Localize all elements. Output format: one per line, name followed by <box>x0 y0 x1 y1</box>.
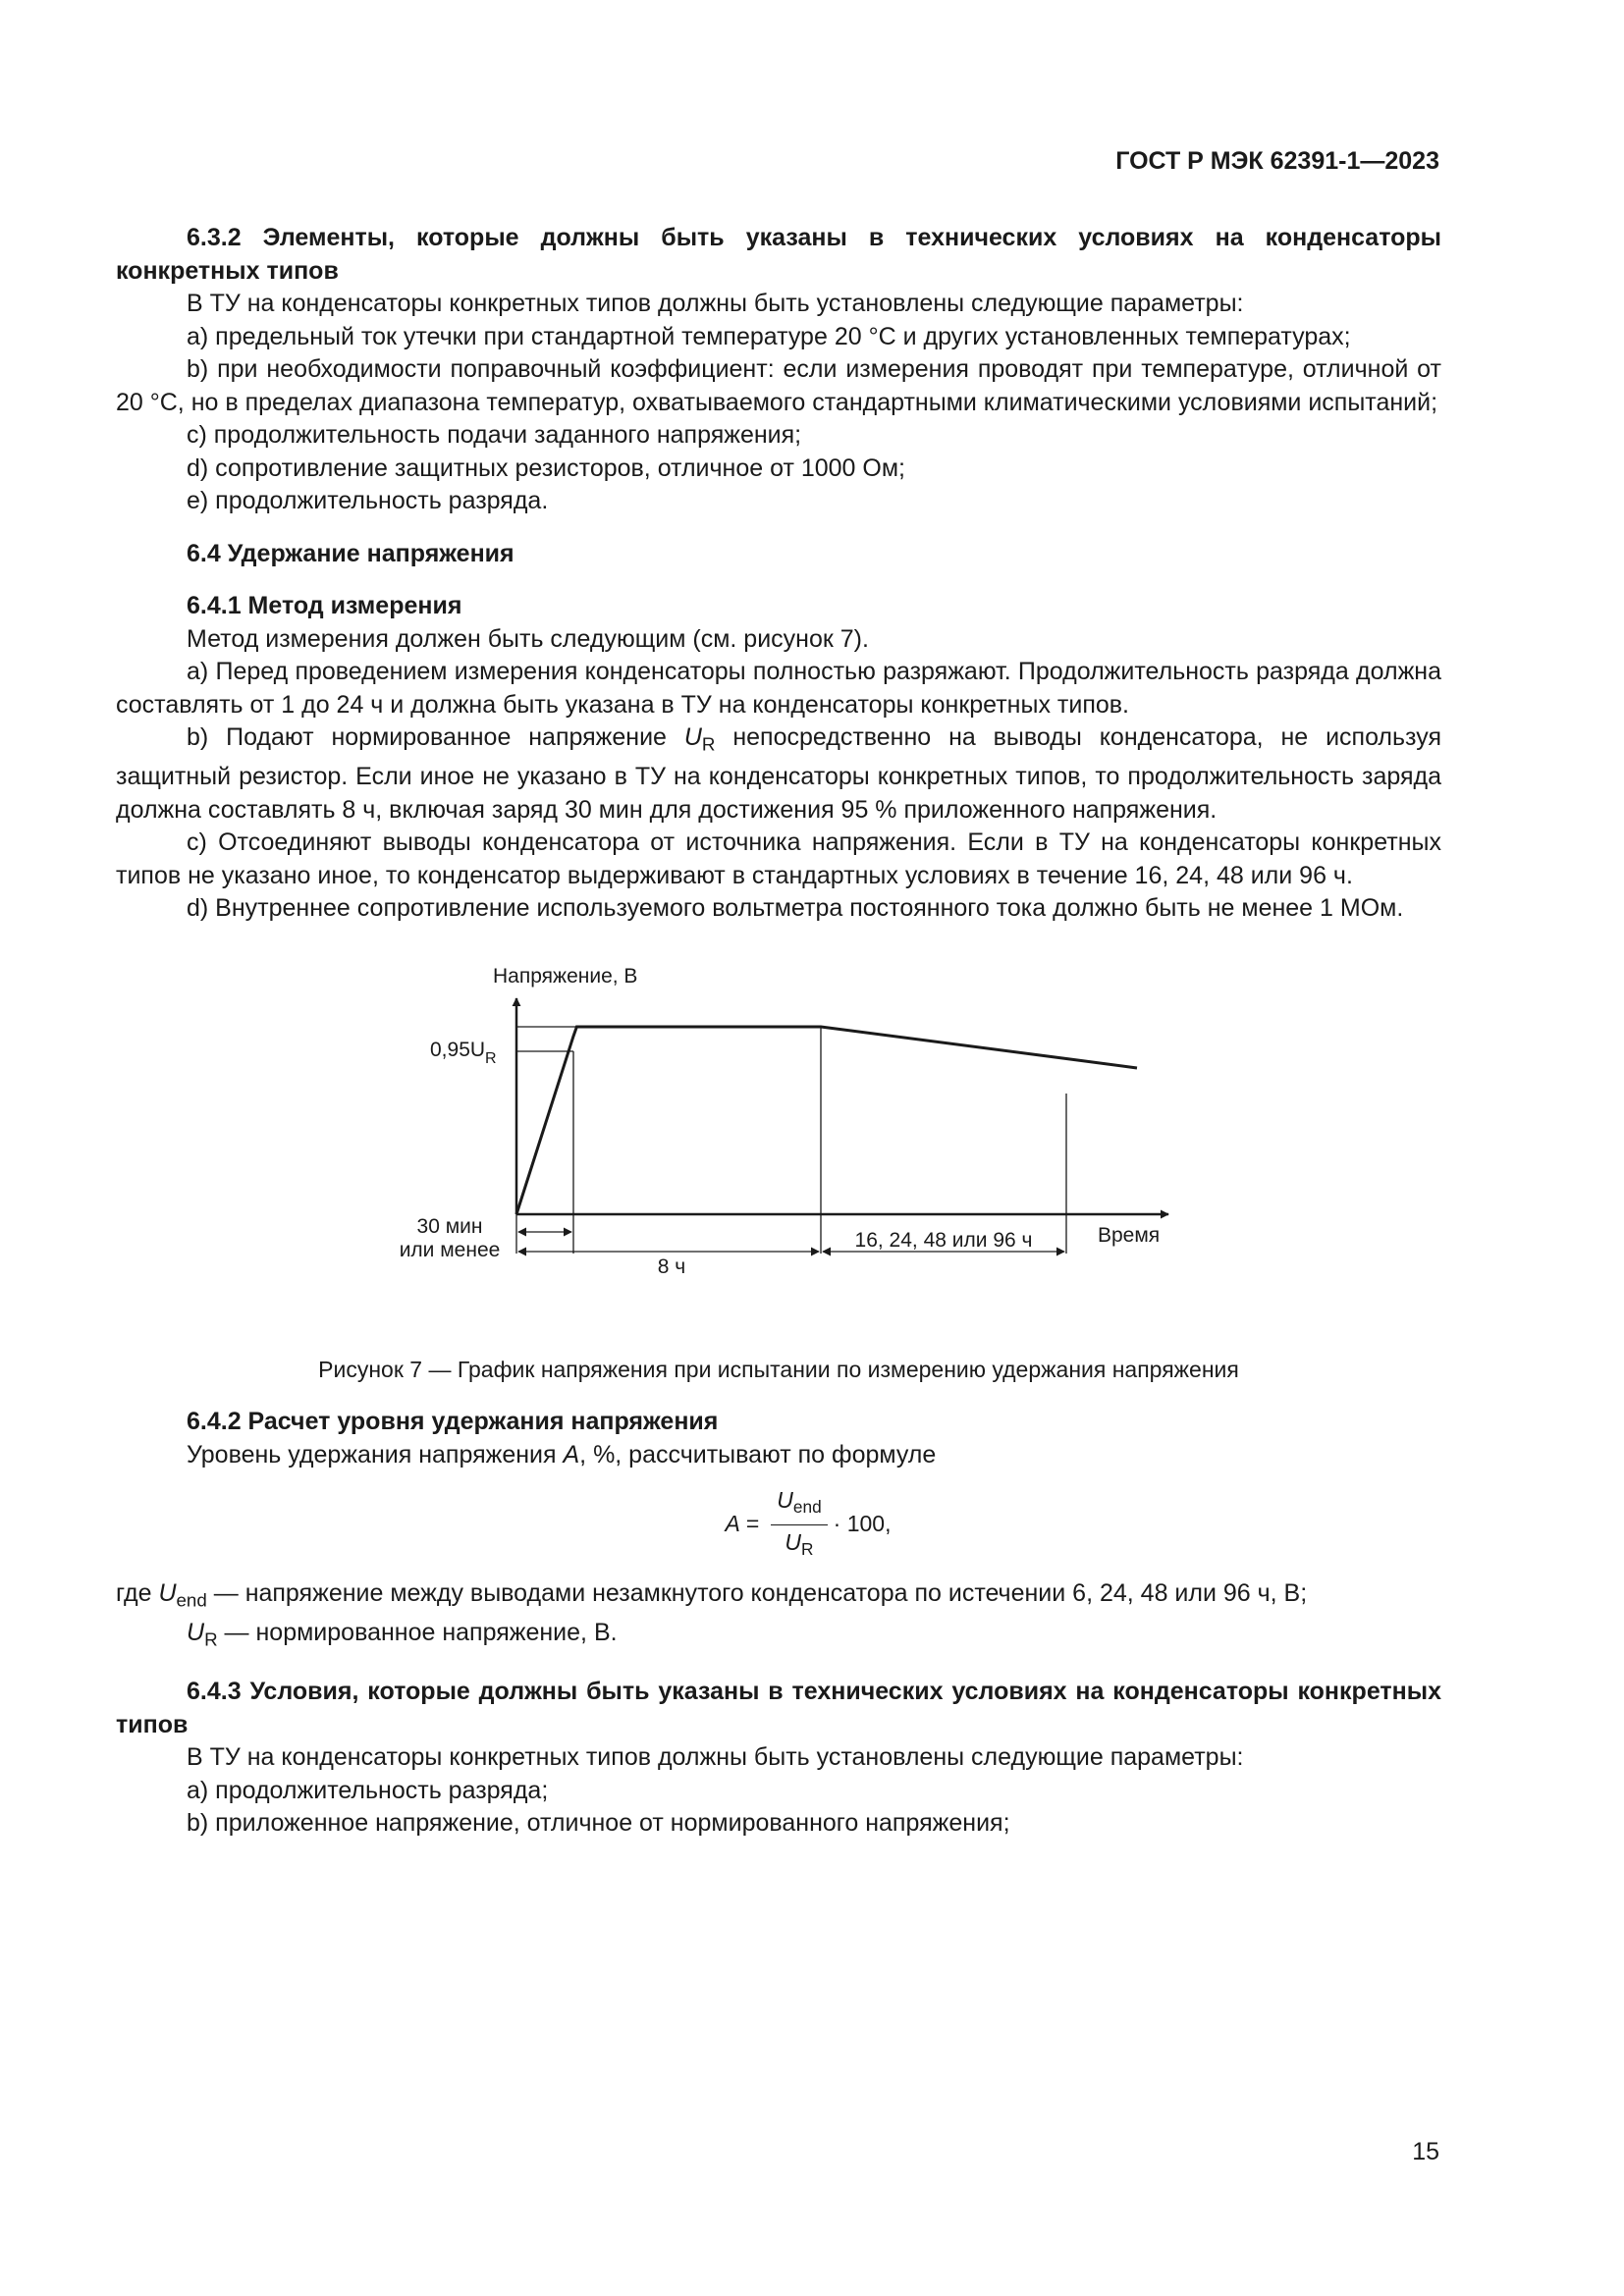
page-number: 15 <box>1412 2138 1439 2165</box>
document-code: ГОСТ Р МЭК 62391-1—2023 <box>1115 147 1439 175</box>
y-tick-label <box>430 1039 497 1067</box>
section-6-3-2-intro: В ТУ на конденсаторы конкретных типов должны быть установлены следующие параметры: <box>187 290 1244 317</box>
y-axis-label: Напряжение, В <box>493 964 638 988</box>
numerator-symbol: U <box>777 1487 793 1514</box>
formula-numerator <box>771 1485 827 1524</box>
denominator-subscript: R <box>801 1538 814 1559</box>
numerator-subscript: end <box>792 1497 822 1518</box>
seg2-label: 8 ч <box>657 1255 686 1278</box>
where-line-2 <box>116 1617 1441 1656</box>
figure-caption: Рисунок 7 — График напряжения при испытании по измерению удержания напряжения <box>318 1356 1239 1382</box>
list-item: a) предельный ток утечки при стандартной температуре 20 °C и других установленных температурах; <box>187 322 1351 350</box>
intro-end: , %, рассчитывают по формуле <box>579 1440 937 1468</box>
where2-symbol: U <box>187 1619 205 1647</box>
list-item: c) продолжительность подачи заданного напряжения; <box>187 421 802 449</box>
section-6-3-2-title: 6.3.2 Элементы, которые должны быть указаны в технических условиях на конденсаторы конкретных типов <box>116 224 1441 285</box>
y-tick-main: 0,95U <box>430 1038 486 1061</box>
list-item: b) приложенное напряжение, отличное от нормированного напряжения; <box>187 1809 1010 1838</box>
section-6-4-title: 6.4 Удержание напряжения <box>187 539 514 567</box>
list-item: a) Перед проведением измерения конденсаторы полностью разряжают. Продолжительность разряда должна составлять от 1 до 24 ч и должна быть указана в ТУ на конденсаторы конкретных типов. <box>116 658 1441 719</box>
denominator-symbol: U <box>785 1528 802 1555</box>
voltage-subscript: R <box>701 733 716 755</box>
where-text: — напряжение между выводами незамкнутого конденсатора по истечении 6, 24, 48 или 96 ч, В; <box>206 1579 1308 1608</box>
where2-subscript: R <box>204 1629 218 1650</box>
formula <box>175 1471 1441 1577</box>
where-prefix: где <box>116 1579 159 1608</box>
formula-rhs: · 100, <box>833 1511 892 1537</box>
list-item: d) Внутреннее сопротивление используемого вольтметра постоянного тока должно быть не менее 1 МОм. <box>187 894 1404 923</box>
formula-lhs: A <box>725 1511 740 1537</box>
section-6-4-3-title: 6.4.3 Условия, которые должны быть указаны в технических условиях на конденсаторы конкретных типов <box>116 1678 1441 1738</box>
voltage-chart <box>116 953 1441 1344</box>
seg3-label: 16, 24, 48 или 96 ч <box>854 1228 1033 1252</box>
voltage-curve <box>516 1027 1137 1214</box>
where-symbol: U <box>158 1579 177 1608</box>
y-tick-sub: R <box>485 1049 497 1067</box>
section-6-4-3-intro: В ТУ на конденсаторы конкретных типов должны быть установлены следующие параметры: <box>187 1743 1244 1772</box>
seg1-label-line2: или менее <box>399 1238 501 1261</box>
voltage-symbol: U <box>683 723 702 751</box>
formula-denominator <box>779 1525 819 1564</box>
seg1-label-line1: 30 мин <box>416 1214 483 1238</box>
list-item: d) сопротивление защитных резисторов, отличное от 1000 Ом; <box>187 454 905 482</box>
page-content <box>116 222 1441 1841</box>
list-item: c) Отсоединяют выводы конденсатора от источника напряжения. Если в ТУ на конденсаторы конкретных типов не указано иное, то конденсатор выдерживают в стандартных условиях в течение 16, 24, 48 или 96 ч. <box>116 828 1441 889</box>
list-item: a) продолжительность разряда; <box>187 1776 549 1804</box>
where2-text: — нормированное напряжение, В. <box>217 1619 618 1647</box>
list-item: b) при необходимости поправочный коэффициент: если измерения проводят при температуре, отличной от 20 °C, но в пределах диапазона температур, охватываемого стандартными климатическими условиями испытаний; <box>116 355 1441 416</box>
where-line-1 <box>116 1577 1441 1617</box>
formula-fraction <box>771 1485 827 1563</box>
section-6-4-2-title: 6.4.2 Расчет уровня удержания напряжения <box>187 1408 719 1436</box>
item-b-start: b) Подают нормированное напряжение <box>187 723 684 751</box>
variable-a: A <box>563 1440 580 1468</box>
list-item <box>116 721 1441 827</box>
x-axis-label: Время <box>1098 1223 1161 1247</box>
figure-7 <box>116 953 1441 1344</box>
formula-equals: = <box>745 1511 760 1537</box>
where-subscript: end <box>176 1589 207 1611</box>
section-6-4-1-intro: Метод измерения должен быть следующим (см. рисунок 7). <box>187 624 869 653</box>
section-6-4-1-title: 6.4.1 Метод измерения <box>187 592 462 619</box>
item-b-end: непосредственно на выводы конденсатора, не используя защитный резистор. Если иное не указано в ТУ на конденсаторы конкретных типов, то продолжительность заряда должна составлять 8 ч, включая заряд 30 мин для достижения 95 % приложенного напряжения. <box>116 723 1441 824</box>
intro-start: Уровень удержания напряжения <box>187 1440 564 1468</box>
section-6-4-2-intro <box>116 1439 1441 1472</box>
list-item: e) продолжительность разряда. <box>187 487 549 514</box>
